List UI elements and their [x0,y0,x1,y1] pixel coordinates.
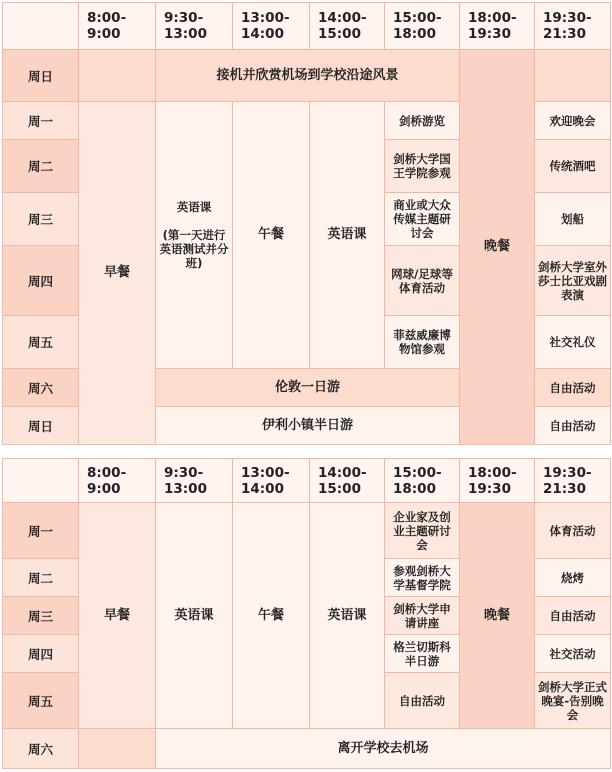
evening-friday: 社交礼仪 [535,316,611,369]
day-label-saturday: 周六 [3,369,79,407]
arrival-cell [79,50,156,102]
header-corner-2 [3,459,79,503]
lunch-cell: 午餐 [233,102,310,369]
w2-afternoon-friday: 自由活动 [385,673,460,729]
schedule-week-2 [2,458,611,769]
w2-day-label-friday: 周五 [3,673,79,729]
evening-monday: 欢迎晚会 [535,102,611,140]
time-header-1800: 18:00- 19:30 [460,3,535,50]
w2-evening-wednesday: 自由活动 [535,597,611,635]
time-header-1400: 14:00- 15:00 [310,3,385,50]
evening-thursday: 剑桥大学室外莎士比亚戏剧表演 [535,246,611,316]
day-label-tuesday: 周二 [3,140,79,193]
w2-day-label-monday: 周一 [3,503,79,559]
dinner-cell: 晚餐 [460,50,535,445]
time-header-0800: 8:00- 9:00 [79,3,156,50]
w2-day-label-tuesday: 周二 [3,559,79,597]
evening-sunday-2: 自由活动 [535,407,611,445]
sunday-trip: 伊利小镇半日游 [156,407,460,445]
evening-sunday-empty [535,50,611,102]
afternoon-wednesday: 商业或大众传媒主题研讨会 [385,193,460,246]
w2-departure: 离开学校去机场 [156,729,611,769]
breakfast-cell: 早餐 [79,102,156,445]
time-header-1800-w2: 18:00- 19:30 [460,459,535,503]
w2-day-label-thursday: 周四 [3,635,79,673]
w2-evening-thursday: 社交活动 [535,635,611,673]
saturday-trip: 伦敦一日游 [156,369,460,407]
time-header-1300-w2: 13:00- 14:00 [233,459,310,503]
time-header-1500: 15:00- 18:00 [385,3,460,50]
w2-afternoon-wednesday: 剑桥大学申请讲座 [385,597,460,635]
w2-afternoon-thursday: 格兰切斯科半日游 [385,635,460,673]
time-header-0800-w2: 8:00- 9:00 [79,459,156,503]
evening-wednesday: 划船 [535,193,611,246]
w2-day-label-wednesday: 周三 [3,597,79,635]
w2-afternoon-tuesday: 参观剑桥大学基督学院 [385,559,460,597]
w2-evening-monday: 体育活动 [535,503,611,559]
w2-afternoon-monday: 企业家及创业主题研讨会 [385,503,460,559]
w2-evening-friday: 剑桥大学正式晚宴-告别晚会 [535,673,611,729]
evening-tuesday: 传统酒吧 [535,140,611,193]
schedule-week-1 [2,2,611,445]
day-label-sunday-2: 周日 [3,407,79,445]
time-header-1930: 19:30- 21:30 [535,3,611,50]
afternoon-monday: 剑桥游览 [385,102,460,140]
time-header-1400-w2: 14:00- 15:00 [310,459,385,503]
time-header-1500-w2: 15:00- 18:00 [385,459,460,503]
afternoon-tuesday: 剑桥大学国王学院参观 [385,140,460,193]
time-header-1300: 13:00- 14:00 [233,3,310,50]
afternoon-friday: 菲兹威廉博物馆参观 [385,316,460,369]
w2-breakfast-cell: 早餐 [79,503,156,729]
w2-day-label-saturday: 周六 [3,729,79,769]
w2-evening-tuesday: 烧烤 [535,559,611,597]
day-label-wednesday: 周三 [3,193,79,246]
time-header-1930-w2: 19:30- 21:30 [535,459,611,503]
english-afternoon-cell: 英语课 [310,102,385,369]
day-label-thursday: 周四 [3,246,79,316]
day-label-sunday: 周日 [3,50,79,102]
w2-english-morning-cell: 英语课 [156,503,233,729]
english-morning-cell: 英语课 (第一天进行英语测试并分班) [156,102,233,369]
w2-dinner-cell: 晚餐 [460,503,535,729]
evening-saturday: 自由活动 [535,369,611,407]
w2-lunch-cell: 午餐 [233,503,310,729]
time-header-0930-w2: 9:30- 13:00 [156,459,233,503]
time-header-0930: 9:30- 13:00 [156,3,233,50]
header-corner [3,3,79,50]
day-label-friday: 周五 [3,316,79,369]
arrival-activity: 接机并欣赏机场到学校沿途风景 [156,50,460,102]
afternoon-thursday: 网球/足球等体育活动 [385,246,460,316]
day-label-monday: 周一 [3,102,79,140]
w2-saturday-breakfast-empty [79,729,156,769]
w2-english-afternoon-cell: 英语课 [310,503,385,729]
